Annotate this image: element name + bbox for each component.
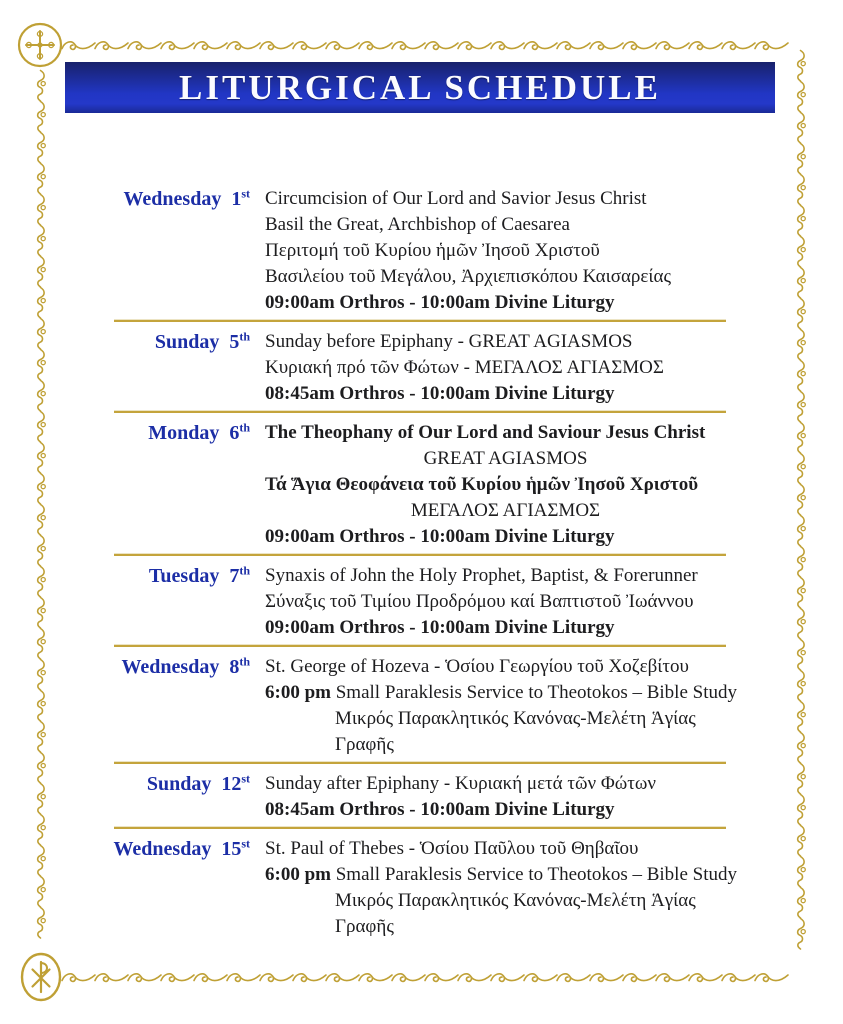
ordinal-suffix: th [239,563,250,578]
entry-line: 08:45am Orthros - 10:00am Divine Liturgy [265,383,615,404]
entry-line: Sunday before Epiphany - GREAT AGIASMOS [265,331,633,352]
entry-description [265,563,746,641]
entry-line: St. George of Hozeva - Ὁσίου Γεωργίου τοῦ Χοζεβίτου [265,656,689,677]
schedule-entry [90,654,746,758]
row-separator [114,411,726,413]
entry-date-number: 12st [221,771,250,795]
entry-line: 09:00am Orthros - 10:00am Divine Liturgy [265,526,615,547]
entry-day-label: Sunday [146,773,212,795]
row-separator [114,320,726,322]
schedule-entry [90,186,746,316]
entry-line: Σύναξις τοῦ Τιμίου Προδρόμου καί Βαπτιστοῦ Ἰωάννου [265,591,694,612]
entry-date [90,836,250,940]
ordinal-suffix: st [241,186,250,201]
ordinal-suffix: th [239,654,250,669]
entry-day-label: Wednesday [121,656,220,678]
entry-line-text: Small Paraklesis Service to Theotokos – Bible Study [330,864,737,885]
entry-description [265,654,746,758]
entry-line: Μικρός Παρακλητικός Κανόνας-Μελέτη Ἁγίας Γραφῆς [335,890,696,937]
entry-date-number: 1st [231,186,250,210]
entry-line: Synaxis of John the Holy Prophet, Baptist, & Forerunner [265,565,698,586]
schedule-entry [90,836,746,940]
entry-line: Μικρός Παρακλητικός Κανόνας-Μελέτη Ἁγίας Γραφῆς [335,708,696,755]
ordinal-suffix: st [241,836,250,851]
entry-line: Circumcision of Our Lord and Savior Jesus Christ [265,188,647,209]
entry-line: Βασιλείου τοῦ Μεγάλου, Ἀρχιεπισκόπου Καισαρείας [265,266,671,287]
schedule-entry [90,420,746,550]
entry-line: Κυριακή πρό τῶν Φώτων - ΜΕΓΑΛΟΣ ΑΓΙΑΣΜΟΣ [265,357,664,378]
row-separator [114,554,726,556]
entry-line: Sunday after Epiphany - Κυριακή μετά τῶν Φώτων [265,773,656,794]
entry-day-label: Sunday [154,331,220,353]
entry-date-number: 5th [229,329,250,353]
entry-date-number: 8th [229,654,250,678]
entry-date [90,563,250,641]
row-separator [114,827,726,829]
entry-line: 09:00am Orthros - 10:00am Divine Liturgy [265,617,615,638]
entry-date [90,654,250,758]
entry-line [265,680,746,706]
entry-line: Τά Ἅγια Θεοφάνεια τοῦ Κυρίου ἡμῶν Ἰησοῦ Χριστοῦ [265,474,699,495]
entry-description [265,836,746,940]
ordinal-suffix: th [239,329,250,344]
chi-rho-medallion-icon [22,954,60,1000]
entry-line [265,862,746,888]
entry-description [265,420,746,550]
schedule-entry [90,563,746,641]
ordinal-suffix: th [239,420,250,435]
entry-line: St. Paul of Thebes - Ὁσίου Παῦλου τοῦ Θηβαῖου [265,838,639,859]
title-banner [65,62,775,113]
entry-date [90,771,250,823]
entry-line: 08:45am Orthros - 10:00am Divine Liturgy [265,799,615,820]
schedule-entry [90,329,746,407]
schedule-list [90,186,746,940]
row-separator [114,645,726,647]
schedule-entry [90,771,746,823]
entry-line: GREAT AGIASMOS [423,448,588,469]
time-prefix: 6:00 pm [265,864,331,885]
entry-date-number: 7th [229,563,250,587]
entry-date [90,420,250,550]
ordinal-suffix: st [241,771,250,786]
entry-date [90,329,250,407]
entry-description [265,329,746,407]
entry-day-label: Monday [148,422,220,444]
entry-line: Περιτομή τοῦ Κυρίου ἡμῶν Ἰησοῦ Χριστοῦ [265,240,600,261]
entry-date-number: 15st [221,836,250,860]
entry-date-number: 6th [229,420,250,444]
entry-description [265,771,746,823]
time-prefix: 6:00 pm [265,682,331,703]
entry-day-label: Wednesday [113,838,212,860]
entry-line: 09:00am Orthros - 10:00am Divine Liturgy [265,292,615,313]
entry-day-label: Tuesday [148,565,220,587]
entry-line: The Theophany of Our Lord and Saviour Jesus Christ [265,422,706,443]
row-separator [114,762,726,764]
entry-day-label: Wednesday [123,188,222,210]
entry-line: ΜΕΓΑΛΟΣ ΑΓΙΑΣΜΟΣ [410,500,601,521]
entry-line: Basil the Great, Archbishop of Caesarea [265,214,570,235]
entry-date [90,186,250,316]
cross-medallion-icon [19,24,61,66]
entry-line-text: Small Paraklesis Service to Theotokos – Bible Study [330,682,737,703]
entry-description [265,186,746,316]
page-title: LITURGICAL SCHEDULE [179,67,661,107]
